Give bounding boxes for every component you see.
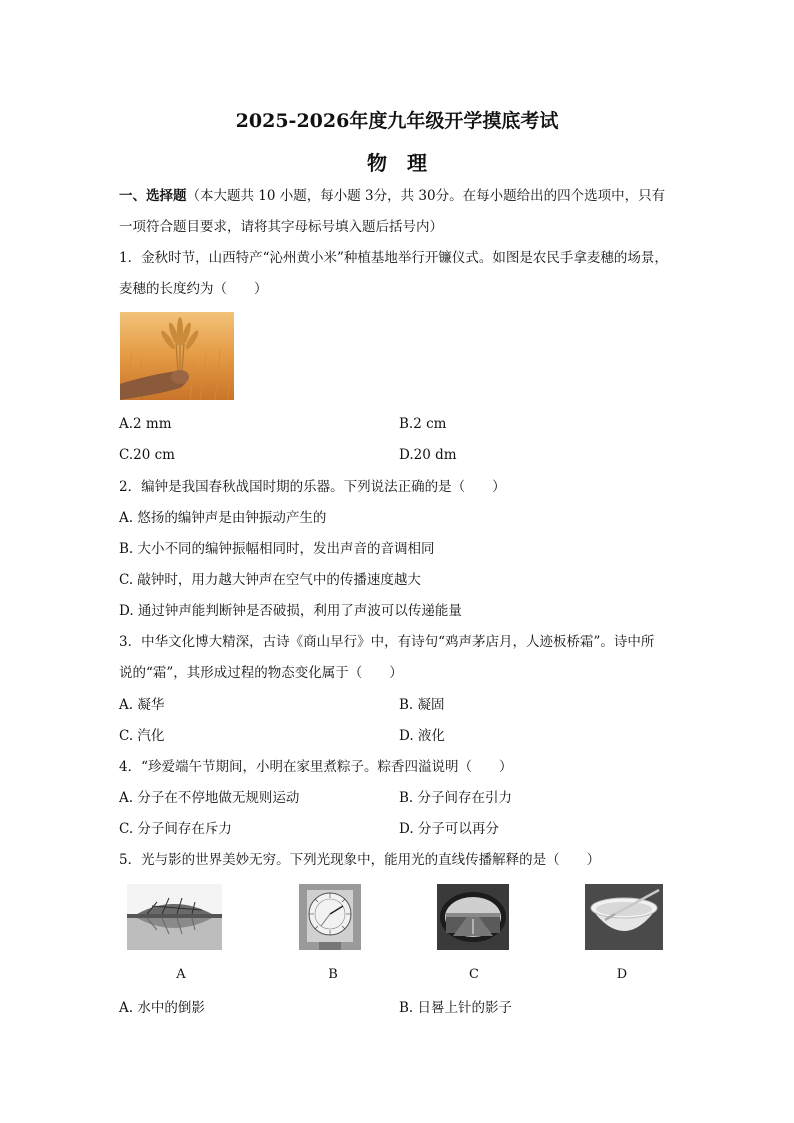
car-mirror-photo bbox=[437, 884, 509, 950]
section-description-line2: 一项符合题目要求，请将其字母标号填入题后括号内） bbox=[119, 219, 443, 235]
q1-option-b: B.2 cm bbox=[399, 416, 447, 432]
q4-option-b: B. 分子间存在引力 bbox=[399, 790, 513, 806]
subject-title: 物 理 bbox=[367, 151, 427, 175]
q5-option-b: B. 日晷上针的影子 bbox=[399, 1000, 513, 1016]
q4-stem: 4．“珍爱端午节期间，小明在家里煮粽子。粽香四溢说明（ ） bbox=[119, 759, 513, 775]
q2-option-d: D. 通过钟声能判断钟是否破损，利用了声波可以传递能量 bbox=[119, 603, 462, 619]
q3-option-b: B. 凝固 bbox=[399, 697, 445, 713]
q2-option-a: A. 悠扬的编钟声是由钟振动产生的 bbox=[119, 510, 327, 526]
q1-stem-line2: 麦穗的长度约为（ ） bbox=[119, 281, 268, 297]
sundial-photo bbox=[299, 884, 361, 950]
exam-title: 2025-2026年度九年级开学摸底考试 bbox=[235, 110, 559, 132]
q5-option-a: A. 水中的倒影 bbox=[119, 1000, 205, 1016]
q1-option-c: C.20 cm bbox=[119, 447, 175, 463]
q4-option-d: D. 分子可以再分 bbox=[399, 821, 499, 837]
q5-stem: 5．光与影的世界美妙无穷。下列光现象中，能用光的直线传播解释的是（ ） bbox=[119, 852, 601, 868]
q1-option-d: D.20 dm bbox=[399, 447, 457, 463]
q3-option-c: C. 汽化 bbox=[119, 728, 165, 744]
section-heading: 一、选择题 bbox=[119, 188, 187, 204]
section-description: （本大题共 10 小题，每小题 3分，共 30分。在每小题给出的四个选项中，只有 bbox=[186, 188, 666, 204]
wheat-photo bbox=[120, 312, 234, 400]
section-header-line1 bbox=[119, 186, 665, 206]
q2-option-b: B. 大小不同的编钟振幅相同时，发出声音的音调相同 bbox=[119, 541, 435, 557]
q3-option-d: D. 液化 bbox=[399, 728, 445, 744]
q4-option-a: A. 分子在不停地做无规则运动 bbox=[119, 790, 300, 806]
reflection-photo bbox=[127, 884, 222, 950]
q1-stem-line1: 1．金秋时节，山西特产“沁州黄小米”种植基地举行开镰仪式。如图是农民手拿麦穗的场景， bbox=[119, 250, 668, 266]
q3-option-a: A. 凝华 bbox=[119, 697, 165, 713]
q2-stem: 2．编钟是我国春秋战国时期的乐器。下列说法正确的是（ ） bbox=[119, 479, 506, 495]
caption-c: C bbox=[469, 967, 479, 982]
q3-stem-line1: 3．中华文化博大精深，古诗《商山早行》中，有诗句“鸡声茅店月，人迹板桥霜”。诗中所 bbox=[119, 634, 655, 650]
caption-d: D bbox=[616, 967, 628, 982]
q3-stem-line2: 说的“霜”，其形成过程的物态变化属于（ ） bbox=[119, 665, 403, 681]
bowl-spoon-photo bbox=[585, 884, 663, 950]
q1-option-a: A.2 mm bbox=[119, 416, 172, 432]
caption-b: B bbox=[328, 967, 338, 982]
q2-option-c: C. 敲钟时，用力越大钟声在空气中的传播速度越大 bbox=[119, 572, 421, 588]
caption-a: A bbox=[176, 967, 186, 982]
q4-option-c: C. 分子间存在斥力 bbox=[119, 821, 232, 837]
